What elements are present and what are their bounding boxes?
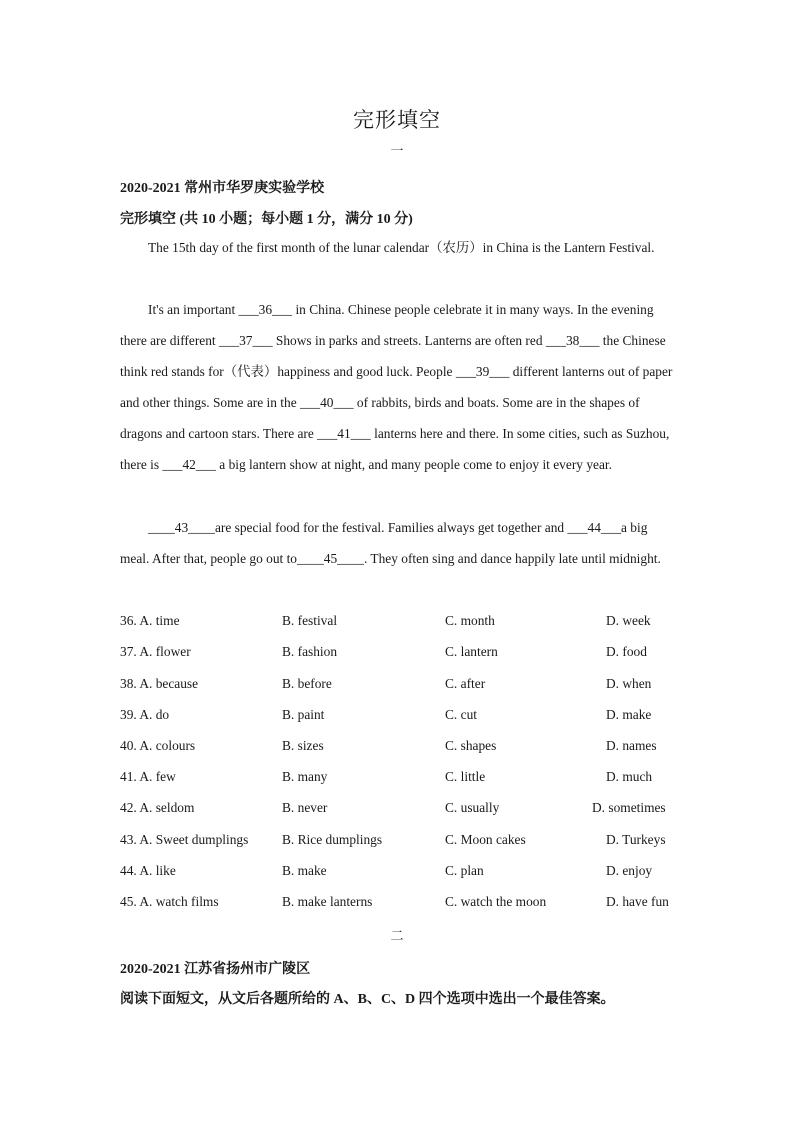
option-c: C. little [445,769,486,784]
option-c: C. shapes [445,738,497,753]
option-c: C. usually [445,800,500,815]
option-c: C. plan [445,863,484,878]
question-38 [0,676,794,696]
option-c: C. after [445,676,486,691]
option-a: 41. A. few [120,769,176,784]
option-b: B. never [282,800,328,815]
option-d: D. enjoy [606,863,653,878]
option-b: B. many [282,769,328,784]
section-1-instruction: 完形填空 (共 10 小题；每小题 1 分，满分 10 分) [120,212,413,227]
option-b: B. make [282,863,327,878]
section-2-instruction: 阅读下面短文，从文后各题所给的 A、B、C、D 四个选项中选出一个最佳答案。 [120,992,615,1007]
section-2-mark: 二 [390,928,404,943]
option-b: B. make lanterns [282,894,373,909]
option-d: D. sometimes [592,800,666,815]
passage-paragraph-1: The 15th day of the first month of the lunar calendar（农历）in China is the Lantern Festival. [148,240,655,255]
option-b: B. Rice dumplings [282,832,383,847]
option-a: 40. A. colours [120,738,196,753]
option-a: 37. A. flower [120,644,191,659]
question-41 [0,769,794,789]
question-44 [0,863,794,883]
option-d: D. have fun [606,894,669,909]
section-2-source: 2020-2021 江苏省扬州市广陵区 [120,962,311,977]
passage-paragraph-2: It's an important ___36___ in China. Chinese people celebrate it in many ways. In the evening there are different ___37___ Shows in parks and streets. Lanterns are often red ___38___ the Chinese think red stands for（代表）happiness and good luck. People ___39___ different lanterns out of paper and other things. Some are in the ___40___ of rabbits, birds and boats. Some are in the shapes of dragons and cartoon stars. There are ___41___ lanterns here and there. In some cities, such as Suzhou, there is ___42___ a big lantern show at night, and many people come to enjoy it every year. [120,302,673,473]
option-c: C. cut [445,707,477,722]
question-36 [0,613,794,633]
option-b: B. festival [282,613,338,628]
question-37 [0,644,794,664]
question-45 [0,894,794,914]
question-43 [0,832,794,852]
option-c: C. month [445,613,495,628]
page-title: 完形填空 [353,108,441,132]
option-c: C. watch the moon [445,894,547,909]
option-a: 39. A. do [120,707,170,722]
option-a: 42. A. seldom [120,800,195,815]
option-b: B. sizes [282,738,324,753]
option-d: D. Turkeys [606,832,666,847]
option-a: 38. A. because [120,676,199,691]
option-d: D. make [606,707,652,722]
question-42 [0,800,794,820]
option-d: D. when [606,676,652,691]
option-c: C. Moon cakes [445,832,526,847]
option-d: D. names [606,738,657,753]
option-c: C. lantern [445,644,498,659]
option-b: B. paint [282,707,325,722]
section-1-mark: 一 [390,143,404,158]
option-b: B. fashion [282,644,338,659]
option-d: D. week [606,613,651,628]
option-a: 36. A. time [120,613,180,628]
question-40 [0,738,794,758]
section-1-source: 2020-2021 常州市华罗庚实验学校 [120,181,325,196]
option-b: B. before [282,676,332,691]
option-a: 45. A. watch films [120,894,219,909]
option-d: D. food [606,644,647,659]
question-39 [0,707,794,727]
option-a: 43. A. Sweet dumplings [120,832,249,847]
option-a: 44. A. like [120,863,176,878]
passage-paragraph-3: ____43____are special food for the festival. Families always get together and ___44___a big meal. After that, people go out to____45____. They often sing and dance happily late until midnight. [120,520,661,567]
option-d: D. much [606,769,653,784]
